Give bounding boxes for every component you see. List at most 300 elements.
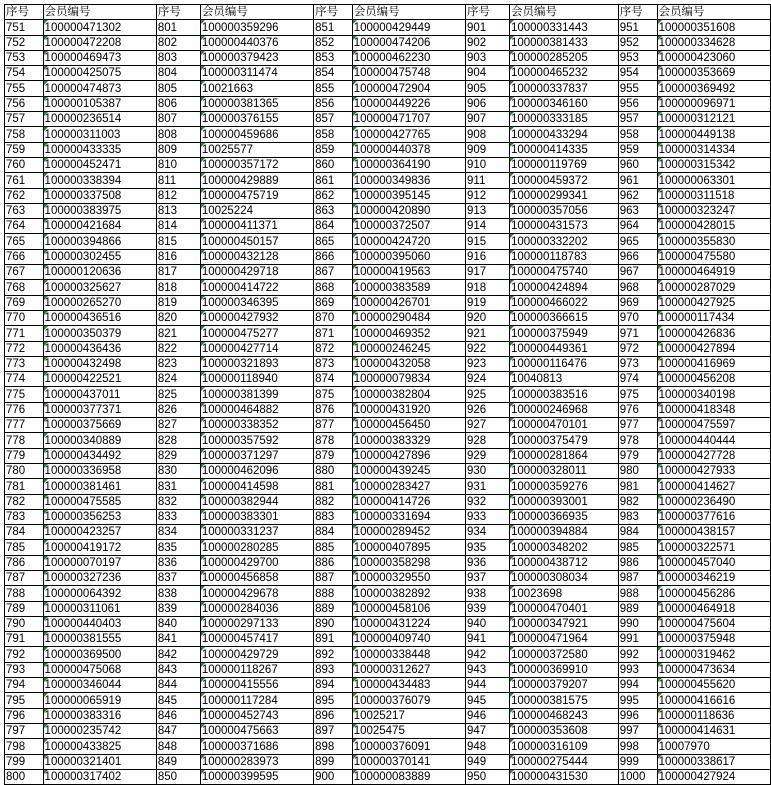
seq-cell[interactable]: 815: [156, 234, 200, 249]
seq-cell[interactable]: 811: [156, 173, 200, 188]
seq-cell[interactable]: 979: [618, 448, 657, 463]
member-id-cell[interactable]: 100000311061: [43, 601, 156, 616]
seq-cell[interactable]: 960: [618, 157, 657, 172]
seq-cell[interactable]: 931: [466, 479, 510, 494]
member-id-cell[interactable]: 100000415556: [200, 678, 313, 693]
seq-cell[interactable]: 921: [466, 326, 510, 341]
seq-cell[interactable]: 853: [314, 50, 353, 65]
member-id-cell[interactable]: 100000440376: [200, 35, 313, 50]
member-id-cell[interactable]: 100000356253: [43, 509, 156, 524]
seq-cell[interactable]: 968: [618, 280, 657, 295]
seq-cell[interactable]: 802: [156, 35, 200, 50]
seq-cell[interactable]: 984: [618, 525, 657, 540]
seq-cell[interactable]: 772: [5, 341, 44, 356]
seq-cell[interactable]: 831: [156, 479, 200, 494]
seq-cell[interactable]: 985: [618, 540, 657, 555]
member-id-cell[interactable]: 100000464882: [200, 402, 313, 417]
member-id-cell[interactable]: 100000475740: [509, 265, 618, 280]
member-id-cell[interactable]: 100000456208: [657, 372, 770, 387]
seq-cell[interactable]: 796: [5, 708, 44, 723]
member-id-cell[interactable]: 100000297133: [200, 616, 313, 631]
member-id-cell[interactable]: 100000470401: [509, 601, 618, 616]
member-id-cell[interactable]: 100000427728: [657, 448, 770, 463]
member-id-cell[interactable]: 100000246245: [352, 341, 465, 356]
member-id-cell[interactable]: 100000475663: [200, 723, 313, 738]
seq-cell[interactable]: 817: [156, 265, 200, 280]
member-id-cell[interactable]: 10025577: [200, 142, 313, 157]
seq-cell[interactable]: 872: [314, 341, 353, 356]
seq-cell[interactable]: 878: [314, 433, 353, 448]
seq-cell[interactable]: 789: [5, 601, 44, 616]
seq-cell[interactable]: 775: [5, 387, 44, 402]
member-id-cell[interactable]: 100000381461: [43, 479, 156, 494]
column-header-member-id[interactable]: 会员编号: [352, 5, 465, 20]
seq-cell[interactable]: 965: [618, 234, 657, 249]
seq-cell[interactable]: 893: [314, 662, 353, 677]
seq-cell[interactable]: 883: [314, 509, 353, 524]
seq-cell[interactable]: 907: [466, 112, 510, 127]
member-id-cell[interactable]: 100000440444: [657, 433, 770, 448]
seq-cell[interactable]: 990: [618, 616, 657, 631]
column-header-seq[interactable]: 序号: [618, 5, 657, 20]
member-id-cell[interactable]: 100000432498: [43, 356, 156, 371]
seq-cell[interactable]: 867: [314, 265, 353, 280]
member-id-cell[interactable]: 100000407895: [352, 540, 465, 555]
seq-cell[interactable]: 848: [156, 739, 200, 754]
seq-cell[interactable]: 797: [5, 723, 44, 738]
member-id-cell[interactable]: 100000327236: [43, 570, 156, 585]
seq-cell[interactable]: 865: [314, 234, 353, 249]
member-id-cell[interactable]: 100000427894: [657, 341, 770, 356]
seq-cell[interactable]: 822: [156, 341, 200, 356]
seq-cell[interactable]: 966: [618, 249, 657, 264]
seq-cell[interactable]: 758: [5, 127, 44, 142]
seq-cell[interactable]: 771: [5, 326, 44, 341]
member-id-cell[interactable]: 100000383301: [200, 509, 313, 524]
seq-cell[interactable]: 981: [618, 479, 657, 494]
member-id-cell[interactable]: 100000409740: [352, 632, 465, 647]
member-id-cell[interactable]: 100000359276: [509, 479, 618, 494]
member-id-cell[interactable]: 100000311474: [200, 66, 313, 81]
member-id-cell[interactable]: 100000312121: [657, 112, 770, 127]
seq-cell[interactable]: 843: [156, 662, 200, 677]
seq-cell[interactable]: 1000: [618, 769, 657, 784]
member-id-cell[interactable]: 100000394866: [43, 234, 156, 249]
member-id-cell[interactable]: 100000338352: [200, 418, 313, 433]
seq-cell[interactable]: 859: [314, 142, 353, 157]
seq-cell[interactable]: 950: [466, 769, 510, 784]
seq-cell[interactable]: 846: [156, 708, 200, 723]
seq-cell[interactable]: 922: [466, 341, 510, 356]
member-id-cell[interactable]: 100000314334: [657, 142, 770, 157]
member-id-cell[interactable]: 100000319462: [657, 647, 770, 662]
member-id-cell[interactable]: 100000383329: [352, 433, 465, 448]
seq-cell[interactable]: 884: [314, 525, 353, 540]
seq-cell[interactable]: 992: [618, 647, 657, 662]
member-id-cell[interactable]: 100000414598: [200, 479, 313, 494]
member-id-cell[interactable]: 100000325627: [43, 280, 156, 295]
seq-cell[interactable]: 781: [5, 479, 44, 494]
member-id-cell[interactable]: 100000419172: [43, 540, 156, 555]
member-id-cell[interactable]: 100000337508: [43, 188, 156, 203]
member-id-cell[interactable]: 100000379207: [509, 678, 618, 693]
seq-cell[interactable]: 941: [466, 632, 510, 647]
member-id-cell[interactable]: 100000449361: [509, 341, 618, 356]
seq-cell[interactable]: 824: [156, 372, 200, 387]
member-id-cell[interactable]: 100000370141: [352, 754, 465, 769]
member-id-cell[interactable]: 100000440403: [43, 616, 156, 631]
seq-cell[interactable]: 834: [156, 525, 200, 540]
member-id-cell[interactable]: 100000431530: [509, 769, 618, 784]
seq-cell[interactable]: 889: [314, 601, 353, 616]
member-id-cell[interactable]: 10025475: [352, 723, 465, 738]
seq-cell[interactable]: 823: [156, 356, 200, 371]
member-id-cell[interactable]: 100000235742: [43, 723, 156, 738]
seq-cell[interactable]: 937: [466, 570, 510, 585]
seq-cell[interactable]: 945: [466, 693, 510, 708]
seq-cell[interactable]: 875: [314, 387, 353, 402]
seq-cell[interactable]: 814: [156, 219, 200, 234]
seq-cell[interactable]: 888: [314, 586, 353, 601]
member-id-cell[interactable]: 100000411371: [200, 219, 313, 234]
seq-cell[interactable]: 860: [314, 157, 353, 172]
seq-cell[interactable]: 756: [5, 96, 44, 111]
seq-cell[interactable]: 890: [314, 616, 353, 631]
member-id-cell[interactable]: 100000427933: [657, 463, 770, 478]
member-id-cell[interactable]: 100000118267: [200, 662, 313, 677]
seq-cell[interactable]: 961: [618, 173, 657, 188]
seq-cell[interactable]: 868: [314, 280, 353, 295]
seq-cell[interactable]: 836: [156, 555, 200, 570]
member-id-cell[interactable]: 100000357056: [509, 203, 618, 218]
member-id-cell[interactable]: 100000427924: [657, 769, 770, 784]
seq-cell[interactable]: 832: [156, 494, 200, 509]
member-id-cell[interactable]: 100000350379: [43, 326, 156, 341]
member-id-cell[interactable]: 100000359296: [200, 20, 313, 35]
seq-cell[interactable]: 768: [5, 280, 44, 295]
member-id-cell[interactable]: 100000383975: [43, 203, 156, 218]
member-id-cell[interactable]: 100000466022: [509, 295, 618, 310]
member-id-cell[interactable]: 100000376079: [352, 693, 465, 708]
member-id-cell[interactable]: 100000118783: [509, 249, 618, 264]
seq-cell[interactable]: 899: [314, 754, 353, 769]
seq-cell[interactable]: 826: [156, 402, 200, 417]
seq-cell[interactable]: 896: [314, 708, 353, 723]
member-id-cell[interactable]: 100000471707: [352, 112, 465, 127]
member-id-cell[interactable]: 100000464918: [657, 601, 770, 616]
seq-cell[interactable]: 898: [314, 739, 353, 754]
seq-cell[interactable]: 933: [466, 509, 510, 524]
member-id-cell[interactable]: 100000431920: [352, 402, 465, 417]
member-id-cell[interactable]: 100000449138: [657, 127, 770, 142]
seq-cell[interactable]: 862: [314, 188, 353, 203]
member-id-cell[interactable]: 100000372580: [509, 647, 618, 662]
member-id-cell[interactable]: 100000357172: [200, 157, 313, 172]
seq-cell[interactable]: 783: [5, 509, 44, 524]
seq-cell[interactable]: 943: [466, 662, 510, 677]
member-id-cell[interactable]: 100000346395: [200, 295, 313, 310]
member-id-cell[interactable]: 100000462230: [352, 50, 465, 65]
member-id-cell[interactable]: 100000427765: [352, 127, 465, 142]
member-id-cell[interactable]: 100000414726: [352, 494, 465, 509]
seq-cell[interactable]: 895: [314, 693, 353, 708]
seq-cell[interactable]: 788: [5, 586, 44, 601]
seq-cell[interactable]: 791: [5, 632, 44, 647]
seq-cell[interactable]: 901: [466, 20, 510, 35]
member-id-cell[interactable]: 100000120636: [43, 265, 156, 280]
seq-cell[interactable]: 866: [314, 249, 353, 264]
member-id-cell[interactable]: 100000473634: [657, 662, 770, 677]
member-id-cell[interactable]: 100000376091: [352, 739, 465, 754]
member-id-cell[interactable]: 100000425075: [43, 66, 156, 81]
member-id-cell[interactable]: 100000449226: [352, 96, 465, 111]
seq-cell[interactable]: 954: [618, 66, 657, 81]
member-id-cell[interactable]: 100000438712: [509, 555, 618, 570]
member-id-cell[interactable]: 100000311003: [43, 127, 156, 142]
seq-cell[interactable]: 881: [314, 479, 353, 494]
seq-cell[interactable]: 928: [466, 433, 510, 448]
seq-cell[interactable]: 994: [618, 678, 657, 693]
seq-cell[interactable]: 798: [5, 739, 44, 754]
member-id-cell[interactable]: 100000287029: [657, 280, 770, 295]
seq-cell[interactable]: 952: [618, 35, 657, 50]
seq-cell[interactable]: 894: [314, 678, 353, 693]
seq-cell[interactable]: 946: [466, 708, 510, 723]
member-id-cell[interactable]: 100000423060: [657, 50, 770, 65]
member-id-cell[interactable]: 100000475597: [657, 418, 770, 433]
column-header-member-id[interactable]: 会员编号: [509, 5, 618, 20]
seq-cell[interactable]: 784: [5, 525, 44, 540]
member-id-cell[interactable]: 100000475585: [43, 494, 156, 509]
seq-cell[interactable]: 939: [466, 601, 510, 616]
seq-cell[interactable]: 819: [156, 295, 200, 310]
seq-cell[interactable]: 877: [314, 418, 353, 433]
seq-cell[interactable]: 938: [466, 586, 510, 601]
member-id-cell[interactable]: 100000369910: [509, 662, 618, 677]
member-id-cell[interactable]: 100000424720: [352, 234, 465, 249]
seq-cell[interactable]: 770: [5, 310, 44, 325]
seq-cell[interactable]: 851: [314, 20, 353, 35]
member-id-cell[interactable]: 100000340889: [43, 433, 156, 448]
member-id-cell[interactable]: 100000323247: [657, 203, 770, 218]
member-id-cell[interactable]: 100000456858: [200, 570, 313, 585]
seq-cell[interactable]: 916: [466, 249, 510, 264]
member-id-cell[interactable]: 100000284036: [200, 601, 313, 616]
seq-cell[interactable]: 993: [618, 662, 657, 677]
seq-cell[interactable]: 864: [314, 219, 353, 234]
seq-cell[interactable]: 912: [466, 188, 510, 203]
member-id-cell[interactable]: 100000426701: [352, 295, 465, 310]
seq-cell[interactable]: 833: [156, 509, 200, 524]
member-id-cell[interactable]: 100000456450: [352, 418, 465, 433]
column-header-seq[interactable]: 序号: [314, 5, 353, 20]
seq-cell[interactable]: 973: [618, 356, 657, 371]
seq-cell[interactable]: 957: [618, 112, 657, 127]
seq-cell[interactable]: 754: [5, 66, 44, 81]
seq-cell[interactable]: 951: [618, 20, 657, 35]
member-id-cell[interactable]: 100000332202: [509, 234, 618, 249]
member-id-cell[interactable]: 10040813: [509, 372, 618, 387]
seq-cell[interactable]: 779: [5, 448, 44, 463]
seq-cell[interactable]: 908: [466, 127, 510, 142]
member-id-cell[interactable]: 100000338394: [43, 173, 156, 188]
member-id-cell[interactable]: 100000337837: [509, 81, 618, 96]
seq-cell[interactable]: 988: [618, 586, 657, 601]
member-id-cell[interactable]: 100000369492: [657, 81, 770, 96]
member-id-cell[interactable]: 100000308034: [509, 570, 618, 585]
seq-cell[interactable]: 751: [5, 20, 44, 35]
seq-cell[interactable]: 947: [466, 723, 510, 738]
member-id-cell[interactable]: 100000462096: [200, 463, 313, 478]
seq-cell[interactable]: 765: [5, 234, 44, 249]
seq-cell[interactable]: 810: [156, 157, 200, 172]
member-id-cell[interactable]: 100000236514: [43, 112, 156, 127]
member-id-cell[interactable]: 100000377616: [657, 509, 770, 524]
member-id-cell[interactable]: 100000434492: [43, 448, 156, 463]
seq-cell[interactable]: 925: [466, 387, 510, 402]
member-id-cell[interactable]: 100000472904: [352, 81, 465, 96]
member-id-cell[interactable]: 100000379423: [200, 50, 313, 65]
seq-cell[interactable]: 927: [466, 418, 510, 433]
seq-cell[interactable]: 948: [466, 739, 510, 754]
member-id-cell[interactable]: 100000275444: [509, 754, 618, 769]
seq-cell[interactable]: 820: [156, 310, 200, 325]
member-id-cell[interactable]: 100000116476: [509, 356, 618, 371]
seq-cell[interactable]: 953: [618, 50, 657, 65]
seq-cell[interactable]: 949: [466, 754, 510, 769]
seq-cell[interactable]: 935: [466, 540, 510, 555]
seq-cell[interactable]: 821: [156, 326, 200, 341]
member-id-cell[interactable]: 100000456286: [657, 586, 770, 601]
seq-cell[interactable]: 905: [466, 81, 510, 96]
member-id-cell[interactable]: 100000475580: [657, 249, 770, 264]
member-id-cell[interactable]: 100000438157: [657, 525, 770, 540]
seq-cell[interactable]: 794: [5, 678, 44, 693]
member-id-cell[interactable]: 100000283427: [352, 479, 465, 494]
member-id-cell[interactable]: 100000452743: [200, 708, 313, 723]
seq-cell[interactable]: 763: [5, 203, 44, 218]
column-header-member-id[interactable]: 会员编号: [43, 5, 156, 20]
member-id-cell[interactable]: 100000433825: [43, 739, 156, 754]
seq-cell[interactable]: 917: [466, 265, 510, 280]
seq-cell[interactable]: 991: [618, 632, 657, 647]
seq-cell[interactable]: 975: [618, 387, 657, 402]
seq-cell[interactable]: 809: [156, 142, 200, 157]
member-id-cell[interactable]: 100000429700: [200, 555, 313, 570]
seq-cell[interactable]: 828: [156, 433, 200, 448]
seq-cell[interactable]: 940: [466, 616, 510, 631]
seq-cell[interactable]: 803: [156, 50, 200, 65]
seq-cell[interactable]: 854: [314, 66, 353, 81]
seq-cell[interactable]: 926: [466, 402, 510, 417]
seq-cell[interactable]: 825: [156, 387, 200, 402]
seq-cell[interactable]: 761: [5, 173, 44, 188]
member-id-cell[interactable]: 100000475748: [352, 66, 465, 81]
member-id-cell[interactable]: 100000246968: [509, 402, 618, 417]
seq-cell[interactable]: 774: [5, 372, 44, 387]
seq-cell[interactable]: 891: [314, 632, 353, 647]
member-id-cell[interactable]: 100000285205: [509, 50, 618, 65]
member-id-cell[interactable]: 100000414335: [509, 142, 618, 157]
member-id-cell[interactable]: 100000437011: [43, 387, 156, 402]
seq-cell[interactable]: 785: [5, 540, 44, 555]
member-id-cell[interactable]: 100000393001: [509, 494, 618, 509]
seq-cell[interactable]: 813: [156, 203, 200, 218]
member-id-cell[interactable]: 100000432058: [352, 356, 465, 371]
member-id-cell[interactable]: 100000375479: [509, 433, 618, 448]
member-id-cell[interactable]: 100000340198: [657, 387, 770, 402]
seq-cell[interactable]: 804: [156, 66, 200, 81]
seq-cell[interactable]: 869: [314, 295, 353, 310]
member-id-cell[interactable]: 100000431573: [509, 219, 618, 234]
member-id-cell[interactable]: 100000426836: [657, 326, 770, 341]
seq-cell[interactable]: 902: [466, 35, 510, 50]
member-id-cell[interactable]: 100000321401: [43, 754, 156, 769]
seq-cell[interactable]: 997: [618, 723, 657, 738]
seq-cell[interactable]: 830: [156, 463, 200, 478]
seq-cell[interactable]: 915: [466, 234, 510, 249]
seq-cell[interactable]: 910: [466, 157, 510, 172]
seq-cell[interactable]: 841: [156, 632, 200, 647]
member-id-cell[interactable]: 100000427932: [200, 310, 313, 325]
seq-cell[interactable]: 932: [466, 494, 510, 509]
member-id-cell[interactable]: 100000440378: [352, 142, 465, 157]
member-id-cell[interactable]: 100000414631: [657, 723, 770, 738]
member-id-cell[interactable]: 100000329550: [352, 570, 465, 585]
member-id-cell[interactable]: 100000465232: [509, 66, 618, 81]
member-id-cell[interactable]: 100000459372: [509, 173, 618, 188]
member-id-cell[interactable]: 100000475719: [200, 188, 313, 203]
seq-cell[interactable]: 874: [314, 372, 353, 387]
member-id-cell[interactable]: 100000423257: [43, 525, 156, 540]
member-id-cell[interactable]: 100000353608: [509, 723, 618, 738]
seq-cell[interactable]: 805: [156, 81, 200, 96]
member-id-cell[interactable]: 100000436516: [43, 310, 156, 325]
member-id-cell[interactable]: 10023698: [509, 586, 618, 601]
member-id-cell[interactable]: 100000369500: [43, 647, 156, 662]
seq-cell[interactable]: 967: [618, 265, 657, 280]
seq-cell[interactable]: 847: [156, 723, 200, 738]
seq-cell[interactable]: 955: [618, 81, 657, 96]
member-id-cell[interactable]: 100000355830: [657, 234, 770, 249]
seq-cell[interactable]: 958: [618, 127, 657, 142]
member-id-cell[interactable]: 100000429678: [200, 586, 313, 601]
member-id-cell[interactable]: 100000433294: [509, 127, 618, 142]
member-id-cell[interactable]: 100000236490: [657, 494, 770, 509]
seq-cell[interactable]: 759: [5, 142, 44, 157]
member-id-cell[interactable]: 100000429889: [200, 173, 313, 188]
seq-cell[interactable]: 829: [156, 448, 200, 463]
seq-cell[interactable]: 923: [466, 356, 510, 371]
member-id-cell[interactable]: 100000336958: [43, 463, 156, 478]
member-id-cell[interactable]: 100000346044: [43, 678, 156, 693]
seq-cell[interactable]: 766: [5, 249, 44, 264]
seq-cell[interactable]: 858: [314, 127, 353, 142]
member-id-cell[interactable]: 100000474873: [43, 81, 156, 96]
seq-cell[interactable]: 970: [618, 310, 657, 325]
member-id-cell[interactable]: 100000471964: [509, 632, 618, 647]
member-id-cell[interactable]: 100000455620: [657, 678, 770, 693]
seq-cell[interactable]: 752: [5, 35, 44, 50]
seq-cell[interactable]: 934: [466, 525, 510, 540]
member-id-cell[interactable]: 100000434483: [352, 678, 465, 693]
seq-cell[interactable]: 882: [314, 494, 353, 509]
member-id-cell[interactable]: 100000427714: [200, 341, 313, 356]
member-id-cell[interactable]: 10007970: [657, 739, 770, 754]
member-id-cell[interactable]: 100000464919: [657, 265, 770, 280]
seq-cell[interactable]: 778: [5, 433, 44, 448]
member-id-cell[interactable]: 100000347921: [509, 616, 618, 631]
